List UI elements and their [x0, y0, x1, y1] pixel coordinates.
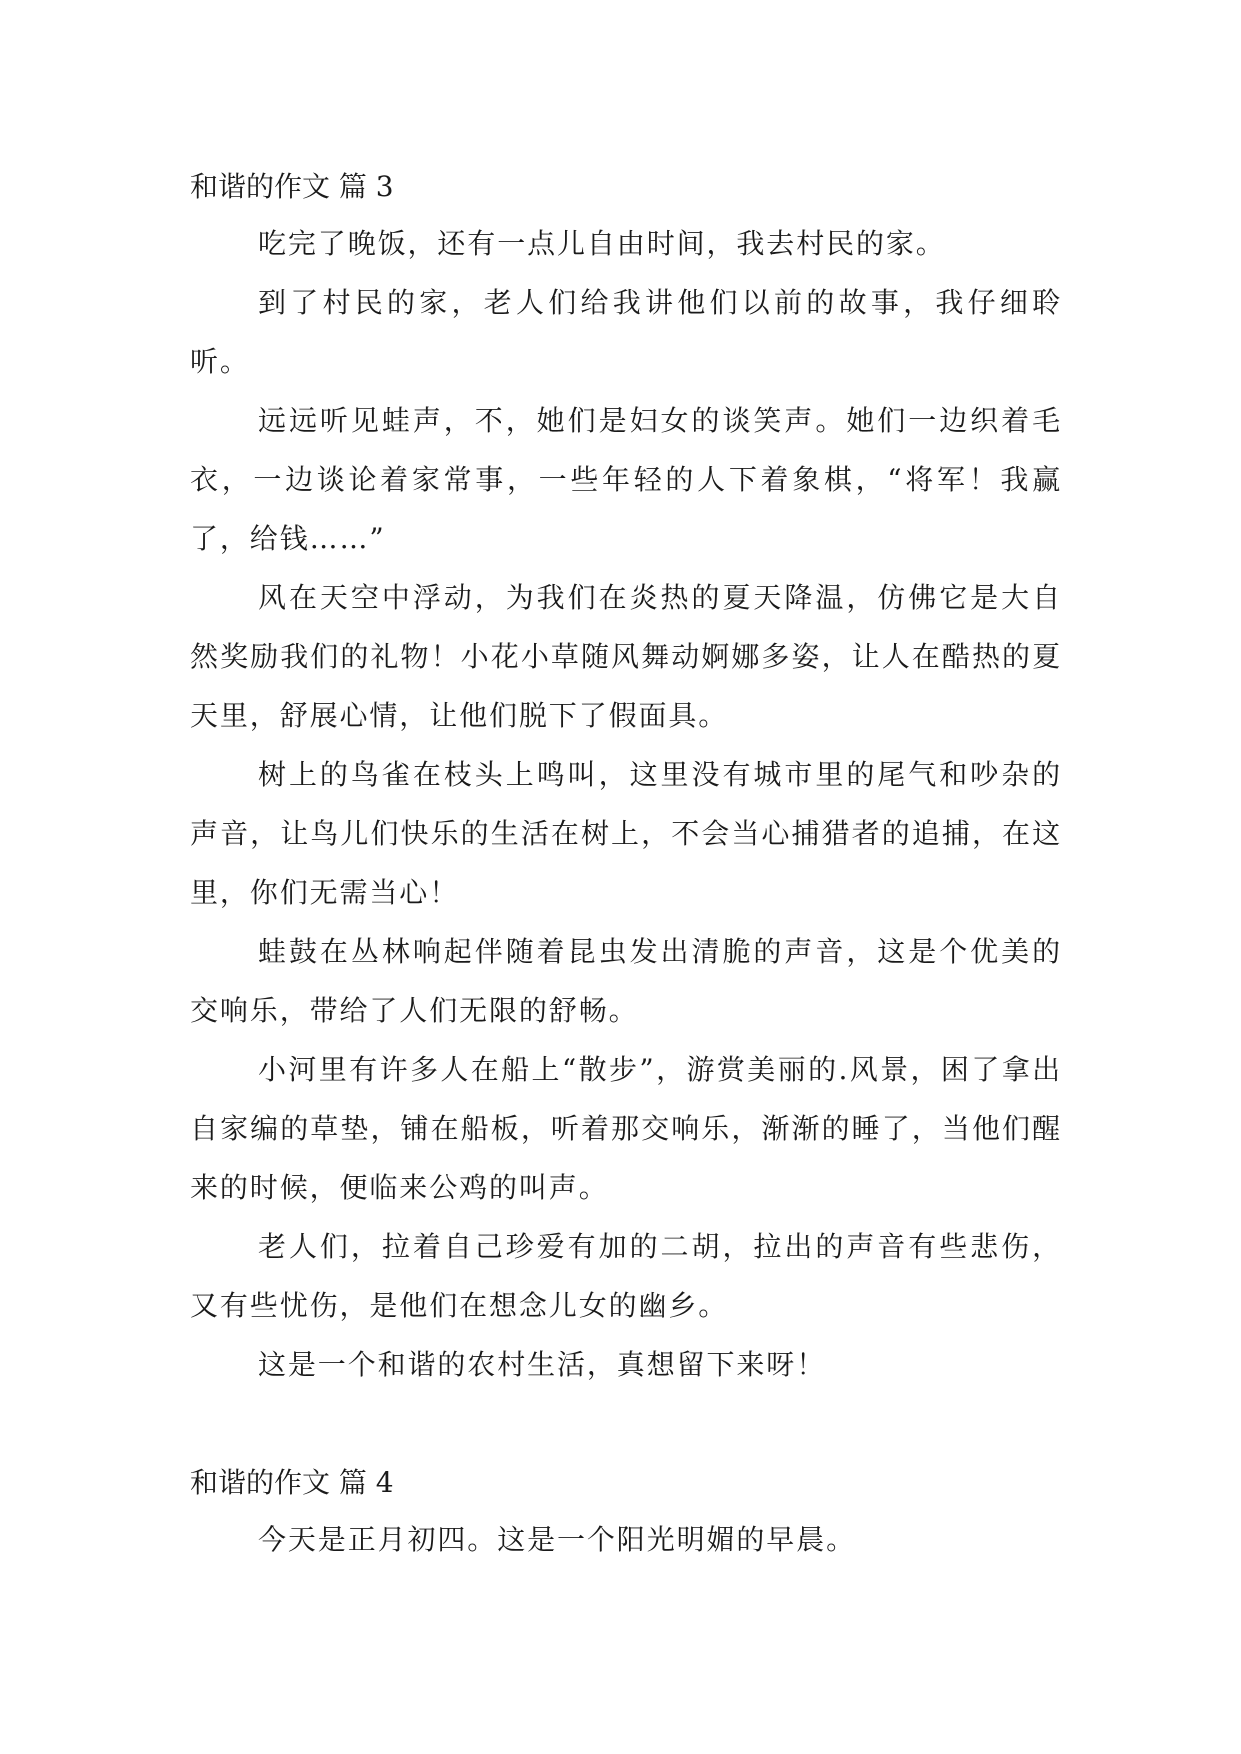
paragraph: 到了村民的家，老人们给我讲他们以前的故事，我仔细聆听。 — [190, 286, 1062, 378]
paragraph: 吃完了晚饭，还有一点儿自由时间，我去村民的家。 — [258, 227, 946, 260]
paragraph: 今天是正月初四。这是一个阳光明媚的早晨。 — [258, 1523, 857, 1556]
paragraph: 小河里有许多人在船上“散步”，游赏美丽的.风景，困了拿出自家编的草垫，铺在船板，听着那交响乐，渐渐的睡了，当他们醒来的时候，便临来公鸡的叫声。 — [190, 1053, 1062, 1204]
section-title: 和谐的作文 篇 3 — [190, 170, 394, 203]
paragraph: 风在天空中浮动，为我们在炎热的夏天降温，仿佛它是大自然奖励我们的礼物！小花小草随风舞动婀娜多姿，让人在酷热的夏天里，舒展心情，让他们脱下了假面具。 — [190, 581, 1062, 732]
paragraph: 远远听见蛙声，不，她们是妇女的谈笑声。她们一边织着毛衣，一边谈论着家常事，一些年轻的人下着象棋，“将军！我赢了，给钱……” — [190, 404, 1062, 555]
section-title: 和谐的作文 篇 4 — [190, 1466, 394, 1499]
paragraph: 树上的鸟雀在枝头上鸣叫，这里没有城市里的尾气和吵杂的声音，让鸟儿们快乐的生活在树上，不会当心捕猎者的追捕，在这里，你们无需当心！ — [190, 758, 1062, 909]
paragraph: 这是一个和谐的农村生活，真想留下来呀！ — [258, 1348, 827, 1381]
paragraph: 老人们，拉着自己珍爱有加的二胡，拉出的声音有些悲伤，又有些忧伤，是他们在想念儿女的幽乡。 — [190, 1230, 1062, 1322]
paragraph: 蛙鼓在丛林响起伴随着昆虫发出清脆的声音，这是个优美的交响乐，带给了人们无限的舒畅。 — [190, 935, 1062, 1027]
